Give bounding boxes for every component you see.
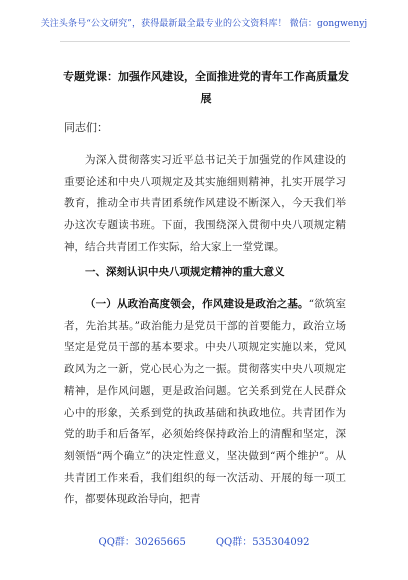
footer-qq-group-2: QQ群：535304092 <box>215 537 310 548</box>
sub-heading: （一）从政治高度领会，作风建设是政治之基。 <box>85 298 309 310</box>
header-divider <box>60 41 350 42</box>
header-banner: 关注头条号“公文研究”，获得最新最全最专业的公文资料库！ 微信：gongwenyj <box>40 19 368 29</box>
intro-paragraph: 为深入贯彻落实习近平总书记关于加强党的作风建设的重要论述和中央八项规定及其实施细则精神，扎实开展学习教育，推动全市共青团系统作风建设不断深入，今天我们举办这次专题读书班。下面，我围绕深入贯彻中央八项规定精神，结合共青团工作实际，给大家上一堂党课。 <box>64 154 346 253</box>
section-heading: 一、深刻认识中央八项规定精神的重大意义 <box>85 266 285 278</box>
footer-qq-group-1: QQ群：30265665 <box>98 537 186 548</box>
salutation: 同志们： <box>64 121 108 134</box>
footer <box>0 533 408 548</box>
section-paragraph <box>64 294 346 511</box>
sub-heading-body: “欲筑室者，先治其基。”政治能力是党员干部的首要能力，政治立场坚定是党员干部的基本要求。中央八项规定实施以来，党风政风为之一新，党心民心为之一振。贯彻落实中央八项规定精神，是作风问题，更是政治问题。它关系到党在人民群众心中的形象，关系到党的执政基础和执政地位。共青团作为党的助手和后备军，必须始终保持政治上的清醒和坚定，深刻领悟“两个确立”的决定性意义，坚决做到“两个维护”。从共青团工作来看，我们组织的每一次活动、开展的每一项工作，都要体现政治导向，把青 <box>64 298 346 506</box>
document-title: 专题党课：加强作风建设，全面推进党的青年工作高质量发展 <box>63 70 349 105</box>
